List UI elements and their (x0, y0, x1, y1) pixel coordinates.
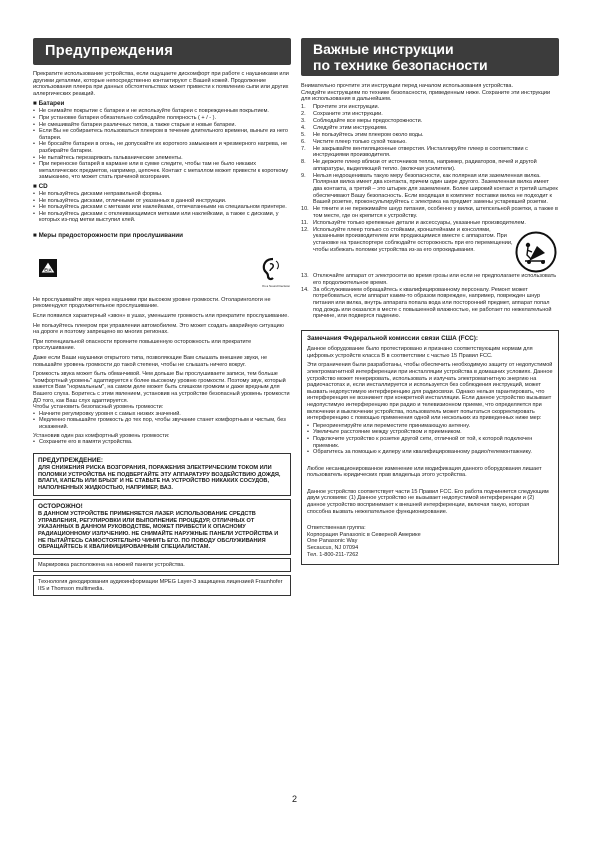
ear-logo-caption: It's a Sound Decision (261, 283, 291, 288)
list-item (301, 118, 559, 125)
list-item: • Переориентируйте или переместите принимающую антенну. (307, 423, 553, 430)
warnings-title-banner (33, 38, 291, 65)
logos-row (33, 247, 291, 289)
safety-title-line1: Важные инструкции (313, 41, 454, 57)
eia-logo-text: EIA (44, 267, 52, 273)
responsible-line: One Panasonic Way (307, 538, 358, 545)
item-text: Не держите плеер вблизи от источников тепла, например, радиаторов, печей и другой аппаратуры, выделяющей тепло. (включая усилители). (313, 159, 537, 172)
item-text: Используйте только крепежные детали и аксессуары, указанные производителем. (313, 219, 526, 226)
eia-logo-icon (39, 259, 57, 277)
list-item (301, 173, 559, 206)
after-level-list (33, 439, 291, 446)
item-number: 9. (301, 172, 306, 179)
responsible-line: Secaucus, NJ 07094 (307, 545, 359, 552)
warning-box (33, 453, 291, 496)
list-item (301, 206, 559, 219)
battery-list (33, 108, 291, 181)
list-item: • Не бросайте батареи в огонь, не допускайте их короткого замыкания и чрезмерного нагрева, не разбирайте батареи. (33, 141, 291, 154)
item-number: 5. (301, 131, 306, 138)
item-number: 11. (301, 219, 309, 226)
listening-paragraph: Не прослушивайте звук через наушники при высоком уровне громкости. Отоларингологи не рекомендуют продолжительное прослушивание. (33, 296, 271, 310)
list-item: • Не пользуйтесь дисками с отклеивающимися метками или наклейками, а также с дисками, у которых из-под метки выступил клей. (33, 211, 291, 224)
item-number: 2. (301, 110, 306, 117)
list-item: • Обратитесь за помощью к дилеру или квалифицированному радио/телемонтажнику. (307, 449, 553, 456)
list-item: • Не пользуйтесь дисками, отличными от указанных в данной инструкции. (33, 198, 291, 205)
list-item (301, 104, 559, 111)
right-column (301, 38, 559, 565)
item-text: Не пользуйтесь этим плеером около воды. (313, 131, 424, 138)
listening-paragraph: Даже если Ваши наушники открытого типа, позволяющие Вам слышать внешние звуки, не повышайте уровень громкости до такой степени, чтобы не слышать ничего вокруг. (33, 355, 268, 368)
fcc-heading: Замечания Федеральной комиссии связи США (FCC): (307, 334, 479, 342)
responsible-line: Корпорация Panasonic в Северной Америке (307, 531, 421, 538)
listening-paragraph: Если появился характерный «звон» в ушах, уменьшите громкость или прекратите прослушивание. (33, 313, 289, 320)
list-item (301, 287, 559, 320)
item-number: 12. (301, 226, 309, 233)
item-text: Чистите плеер только сухой тканью. (313, 138, 407, 145)
item-number: 1. (301, 103, 306, 110)
listening-heading: ■ Меры предосторожности при прослушивании (33, 231, 183, 239)
safety-title-line2: по технике безопасности (313, 57, 488, 73)
warning-body: ДЛЯ СНИЖЕНИЯ РИСКА ВОЗГОРАНИЯ, ПОРАЖЕНИЯ ЭЛЕКТРИЧЕСКИМ ТОКОМ ИЛИ ПОЛОМКИ УСТРОЙСТВА НЕ ПОДВЕРГАЙТЕ ЭТУ АППАРАТУРУ ВОЗДЕЙСТВИЮ ДОЖДЯ, ВЛАГИ, КАПЕЛЬ ИЛИ БРЫЗГ И НЕ СТАВЬТЕ НА УСТРОЙСТВО НИКАКИХ СОСУДОВ, НАПОЛНЕННЫХ ЖИДКОСТЬЮ, НАПРИМЕР, ВАЗ. (38, 465, 281, 492)
list-item: • Не пользуйтесь дисками неправильной формы. (33, 191, 291, 198)
page-number: 2 (292, 794, 298, 804)
item-text: За обслуживанием обращайтесь к квалифицированному персоналу. Ремонт может потребоваться, если аппарат каким-то образом поврежден, например, поврежден шнур питания или вилка, внутрь аппарата попала вода или посторонний предмет, аппарат попал под дождь или оказался в месте с повышенной влажностью, не работает по нежелательной причине, или подвергся падению. (313, 286, 552, 320)
cd-list (33, 191, 291, 224)
list-item (301, 227, 559, 273)
list-item (301, 125, 559, 132)
mpeg-note: Технология декодирования аудиоинформации MPEG Layer-3 защищена лицензией Fraunhofer IIS и Thomson multimedia. (38, 579, 283, 592)
battery-heading: ■ Батареи (33, 100, 65, 108)
list-item (301, 273, 559, 286)
volume-list (33, 411, 291, 431)
list-item: • Медленно повышайте громкость до тех пор, чтобы звучание станет комфортным и чистым, без искажений. (33, 417, 291, 430)
safety-title-banner (301, 38, 559, 76)
caution-box (33, 499, 291, 555)
list-item: • При установке батареи обязательно соблюдайте полярность ( + / - ). (33, 115, 291, 122)
item-text: Отключайте аппарат от электросети во время грозы или если не предполагаете использовать его продолжительное время. (313, 273, 557, 286)
item-number: 4. (301, 124, 306, 131)
item-number: 13. (301, 273, 309, 280)
listening-paragraph: Громкость звука может быть обманчивой. Чем дольше Вы прослушиваете записи, тем больше "комфортный уровень" адаптируется к более высокому уровню громкости. Поэтому звук, который кажется Вам "нормальным", на самом деле может быть слишком громким и даже вредным для Вашего слуха. Боритесь с этим явлением, установив на устройстве безопасный уровень громкости ДО того, как Ваш слух адаптируется. (33, 371, 290, 404)
cart-tipover-warning-icon (515, 231, 557, 273)
safety-list (301, 104, 559, 320)
item-text: Следуйте этим инструкциям. (313, 124, 388, 131)
fcc-paragraph: Данное оборудование было протестировано и признано соответствующим нормам для цифровых устройств класса B в соответствии с частью 15 Правил FCC. (307, 346, 533, 359)
after-level-paragraph: Установив один раз комфортный уровень громкости: (33, 432, 170, 439)
item-number: 3. (301, 117, 306, 124)
list-item (301, 132, 559, 139)
list-item (301, 139, 559, 146)
item-text: Не тяните и не пережимайте шнур питания, особенно у вилки, штепсельной розетки, а также в том месте, где он крепится к устройству. (313, 206, 558, 219)
marking-note: Маркировка расположена на нижней панели устройства. (38, 561, 185, 568)
battery-heading-text: Батареи (38, 100, 65, 108)
list-item: • Не смешивайте батареи различных типов, а также старые и новые батареи. (33, 122, 291, 129)
item-text: Используйте плеер только со стойками, кронштейнами и консолями, указанными производителем или продающимися вместе с аппаратом. При установке на транспортере соблюдайте осторожность при его перемещении, чтобы избежать поломки устройства из-за его опрокидывания. (313, 226, 513, 253)
listening-paragraph: Чтобы установить безопасный уровень громкости: (33, 404, 164, 411)
warnings-title: Предупреждения (45, 43, 174, 59)
list-item: • Увеличьте расстояние между устройством и приемником. (307, 429, 553, 436)
marking-note-box (33, 558, 291, 573)
listening-heading-text: Меры предосторожности при прослушивании (38, 231, 183, 239)
mpeg-note-box (33, 575, 291, 596)
item-number: 7. (301, 145, 306, 152)
list-item: • Не пытайтесь перезаряжать гальванические элементы. (33, 155, 291, 162)
caution-body: В ДАННОМ УСТРОЙСТВЕ ПРИМЕНЯЕТСЯ ЛАЗЕР. ИСПОЛЬЗОВАНИЕ СРЕДСТВ УПРАВЛЕНИЯ, РЕГУЛИРОВКИ ИЛИ ВЫПОЛНЕНИЕ ПРОЦЕДУР, ОТЛИЧНЫХ ОТ УКАЗАННЫХ В ДАННОМ РУКОВОДСТВЕ, МОЖЕТ ПРИВЕСТИ К ОПАСНОМУ РАДИАЦИОННОМУ ИЗЛУЧЕНИЮ. НЕ СНИМАЙТЕ НАРУЖНЫЕ ПАНЕЛИ УСТРОЙСТВА И НЕ ПЫТАЙТЕСЬ САМОСТОЯТЕЛЬНО ЧИНИТЬ ЕГО. ПО ПОВОДУ ОБСЛУЖИВАНИЯ ОБРАЩАЙТЕСЬ К КВАЛИФИЦИРОВАННЫМ СПЕЦИАЛИСТАМ. (38, 511, 279, 551)
list-item (301, 111, 559, 118)
list-item (301, 220, 559, 227)
listening-paragraph: При потенциальной опасности прояните повышенную осторожность или прекратите прослушивание. (33, 338, 252, 352)
item-number: 10. (301, 206, 309, 213)
item-number: 8. (301, 159, 306, 166)
list-item: • При переноске батарей в кармане или в сумке следите, чтобы там не было никаких металлических предметов, например, цепочек. Контакт с металлом может привести к короткому замыканию, что может стать причиной возгорания. (33, 161, 291, 181)
item-number: 6. (301, 138, 306, 145)
fcc-paragraph: Данное устройство соответствует части 15 Правил FCC. Его работа подчиняется следующим двум условиям: (1) Данное устройство не вызывает недопустимой интерференции и (2) данное устройство воспринимает к внешней интерференции, включая такую, которая способна вызвать нежелательное функционирование. (307, 488, 549, 515)
ear-logo-icon (255, 253, 285, 283)
cd-heading: ■ CD (33, 182, 48, 190)
caution-heading: ОСТОРОЖНО! (38, 502, 83, 510)
fcc-measures-list (307, 423, 553, 456)
list-item: • Не пользуйтесь дисками с метками или наклейками, отпечатанными на специальном принтере. (33, 204, 291, 211)
list-item: • Если Вы не собираетесь пользоваться плеером в течение длительного времени, выньте из него батареи. (33, 128, 291, 141)
fcc-paragraph: Эти ограничения были разработаны, чтобы обеспечить необходимую защиту от недопустимой электромагнитной интерференции при инсталляции устройства в домашних условиях. Данное устройство может генерировать, использовать и излучать электромагнитную энергию на радиочастотах и, если инсталлируется и используется без соблюдения инструкций, может вызвать недопустимую интерференцию для радиосвязи. Однако нельзя гарантировать, что интерференция не возникнет при конкретной инсталляции. Если данное устройство вызывает недопустимую интерференцию при радио и телевизионном приеме, что определяется при включении и выключении устройства, пользователь может попытаться скорректировать интерференцию с помощью применения одной или нескольких из приведенных ниже мер: (307, 362, 553, 422)
cd-heading-text: CD (38, 182, 48, 190)
list-item: • Подключите устройство к розетке другой сети, отличной от той, к которой подключен приемник. (307, 436, 553, 449)
safety-intro: Внимательно прочтите эти инструкции перед началом использования устройства. (301, 83, 513, 89)
item-text: Сохраните эти инструкции. (313, 110, 383, 117)
intro-paragraph: Прекратите использование устройства, если ощущаете дискомфорт при работе с наушниками или другими деталями, которые непосредственно контактируют с Вашей кожей. Продолжение использования плеера при данных обстоятельствах может привести к появлению сыпи или других аллергических реакций. (33, 71, 289, 97)
item-number: 14. (301, 286, 309, 293)
listening-paragraph: Не пользуйтесь плеером при управлении автомобилем. Это может создать аварийную ситуацию на дороге и поэтому запрещено во многих регионах. (33, 322, 284, 336)
left-column (33, 38, 291, 599)
fcc-paragraph: Любое несанкционированное изменение или модификация данного оборудования лишает пользователь юридических прав владельца этого устройства. (307, 465, 542, 479)
responsible-line: Тел. 1-800-211-7262 (307, 551, 359, 558)
item-text: Нельзя недооценивать такую меру безопасности, как полярная или заземленная вилка. Полярная вилка имеет два контакта, причем один шире другого. Заземленная вилка имеет два контакта, а третий – это штырек для заземления. Более широкий контакт и третий штырек обеспечивают Вашу безопасность. Если входящая в комплект поставки вилка не подходит к Вашей розетке, проконсультируйтесь с электрика на предмет замены устаревшей розетки. (313, 172, 558, 206)
warning-heading: ПРЕДУПРЕЖДЕНИЕ: (38, 456, 104, 464)
responsible-heading: Ответственная группа: (307, 525, 366, 532)
item-text: Соблюдайте все меры предосторожности. (313, 117, 423, 124)
list-item: • Начните регулировку уровня с самых низких значений. (33, 411, 291, 418)
item-text: Не закрывайте вентиляционные отверстия. Инсталлируйте плеер в соответствии с инструкциями производителя. (313, 145, 528, 159)
list-item (301, 159, 559, 172)
safety-intro2: Следуйте инструкциям по технике безопасности, приведенным ниже. Сохраните эти инструкции для использования в дальнейшем. (301, 89, 551, 103)
list-item (301, 146, 559, 159)
item-text: Прочтите эти инструкции. (313, 103, 380, 110)
list-item: • Не снимайте покрытие с батареи и не используйте батареи с поврежденным покрытием. (33, 108, 291, 115)
fcc-box (301, 330, 559, 566)
list-item: • Сохраните его в памяти устройства. (33, 439, 291, 446)
